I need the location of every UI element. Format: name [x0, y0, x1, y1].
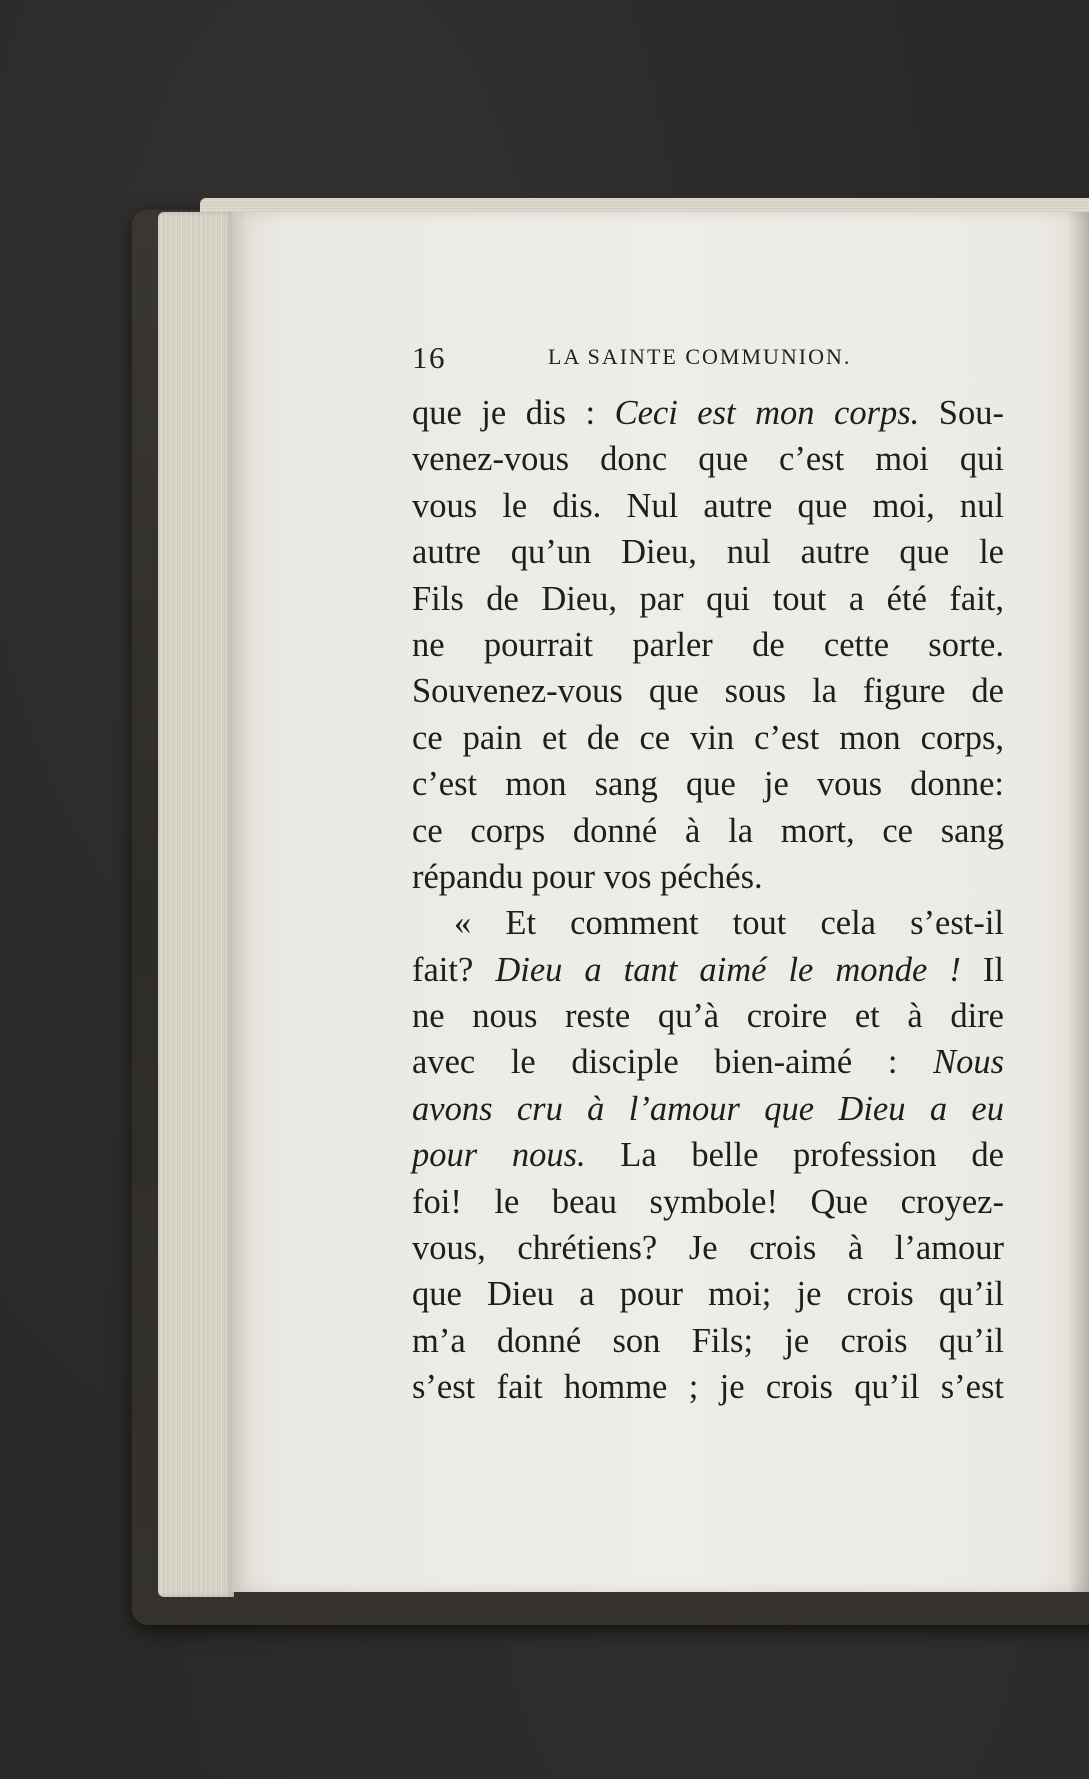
text-line: [412, 1364, 1004, 1410]
roman-text: vous, chrétiens? Je crois à l’amour: [412, 1229, 1004, 1268]
roman-text: avec le disciple bien-aimé :: [412, 1043, 934, 1082]
text-line: [412, 1039, 1004, 1085]
roman-text: foi! le beau symbole! Que croyez-: [412, 1182, 1004, 1221]
text-line: [412, 1086, 1004, 1132]
roman-text: Il: [960, 950, 1004, 989]
roman-text: « Et comment tout cela s’est-il: [454, 904, 1004, 943]
text-line: [412, 1318, 1004, 1364]
text-line: [412, 715, 1004, 761]
italic-text: avons cru à l’amour que Dieu a eu: [412, 1089, 1004, 1128]
roman-text: c’est mon sang que je vous donne:: [412, 765, 1004, 804]
text-line: [412, 576, 1004, 622]
text-line: [412, 993, 1004, 1039]
roman-text: ne nous reste qu’à croire et à dire: [412, 997, 1004, 1036]
roman-text: La belle profession de: [585, 1136, 1004, 1175]
roman-text: Fils de Dieu, par qui tout a été fait,: [412, 579, 1004, 618]
roman-text: répandu pour vos péchés.: [412, 857, 763, 896]
text-line: [412, 854, 1004, 900]
roman-text: ce pain et de ce vin c’est mon corps,: [412, 718, 1004, 757]
page-number: 16: [412, 340, 446, 375]
text-line: [412, 761, 1004, 807]
text-line: [412, 668, 1004, 714]
text-line: [412, 947, 1004, 993]
roman-text: venez-vous donc que c’est moi qui: [412, 440, 1004, 479]
roman-text: m’a donné son Fils; je crois qu’il: [412, 1321, 1004, 1360]
text-line: [412, 900, 1004, 946]
text-line: [412, 808, 1004, 854]
gutter-shadow: [1068, 212, 1089, 1592]
roman-text: Souvenez-vous que sous la figure de: [412, 672, 1004, 711]
roman-text: autre qu’un Dieu, nul autre que le: [412, 533, 1004, 572]
text-line: [412, 1271, 1004, 1317]
roman-text: que Dieu a pour moi; je crois qu’il: [412, 1275, 1004, 1314]
italic-text: pour nous.: [412, 1136, 586, 1175]
body-text: [412, 390, 1004, 1411]
italic-text: Nous: [933, 1043, 1004, 1082]
roman-text: Sou-: [919, 394, 1004, 432]
roman-text: s’est fait homme ; je crois qu’il s’est: [412, 1368, 1004, 1407]
text-line: [412, 390, 1004, 436]
running-title: LA SAINTE COMMUNION.: [548, 344, 852, 369]
text-line: [412, 622, 1004, 668]
roman-text: ne pourrait parler de cette sorte.: [412, 625, 1004, 664]
page-edges-left: [158, 212, 234, 1597]
roman-text: que je dis :: [412, 394, 615, 432]
italic-text: Dieu a tant aimé le monde !: [495, 950, 961, 989]
page-header: [412, 340, 1008, 374]
italic-text: Ceci est mon corps.: [614, 394, 920, 432]
text-line: [412, 436, 1004, 482]
roman-text: fait?: [412, 950, 496, 989]
text-line: [412, 529, 1004, 575]
roman-text: ce corps donné à la mort, ce sang: [412, 811, 1004, 850]
text-line: [412, 1225, 1004, 1271]
roman-text: vous le dis. Nul autre que moi, nul: [412, 486, 1004, 525]
text-line: [412, 483, 1004, 529]
text-line: [412, 1179, 1004, 1225]
text-line: [412, 1132, 1004, 1178]
